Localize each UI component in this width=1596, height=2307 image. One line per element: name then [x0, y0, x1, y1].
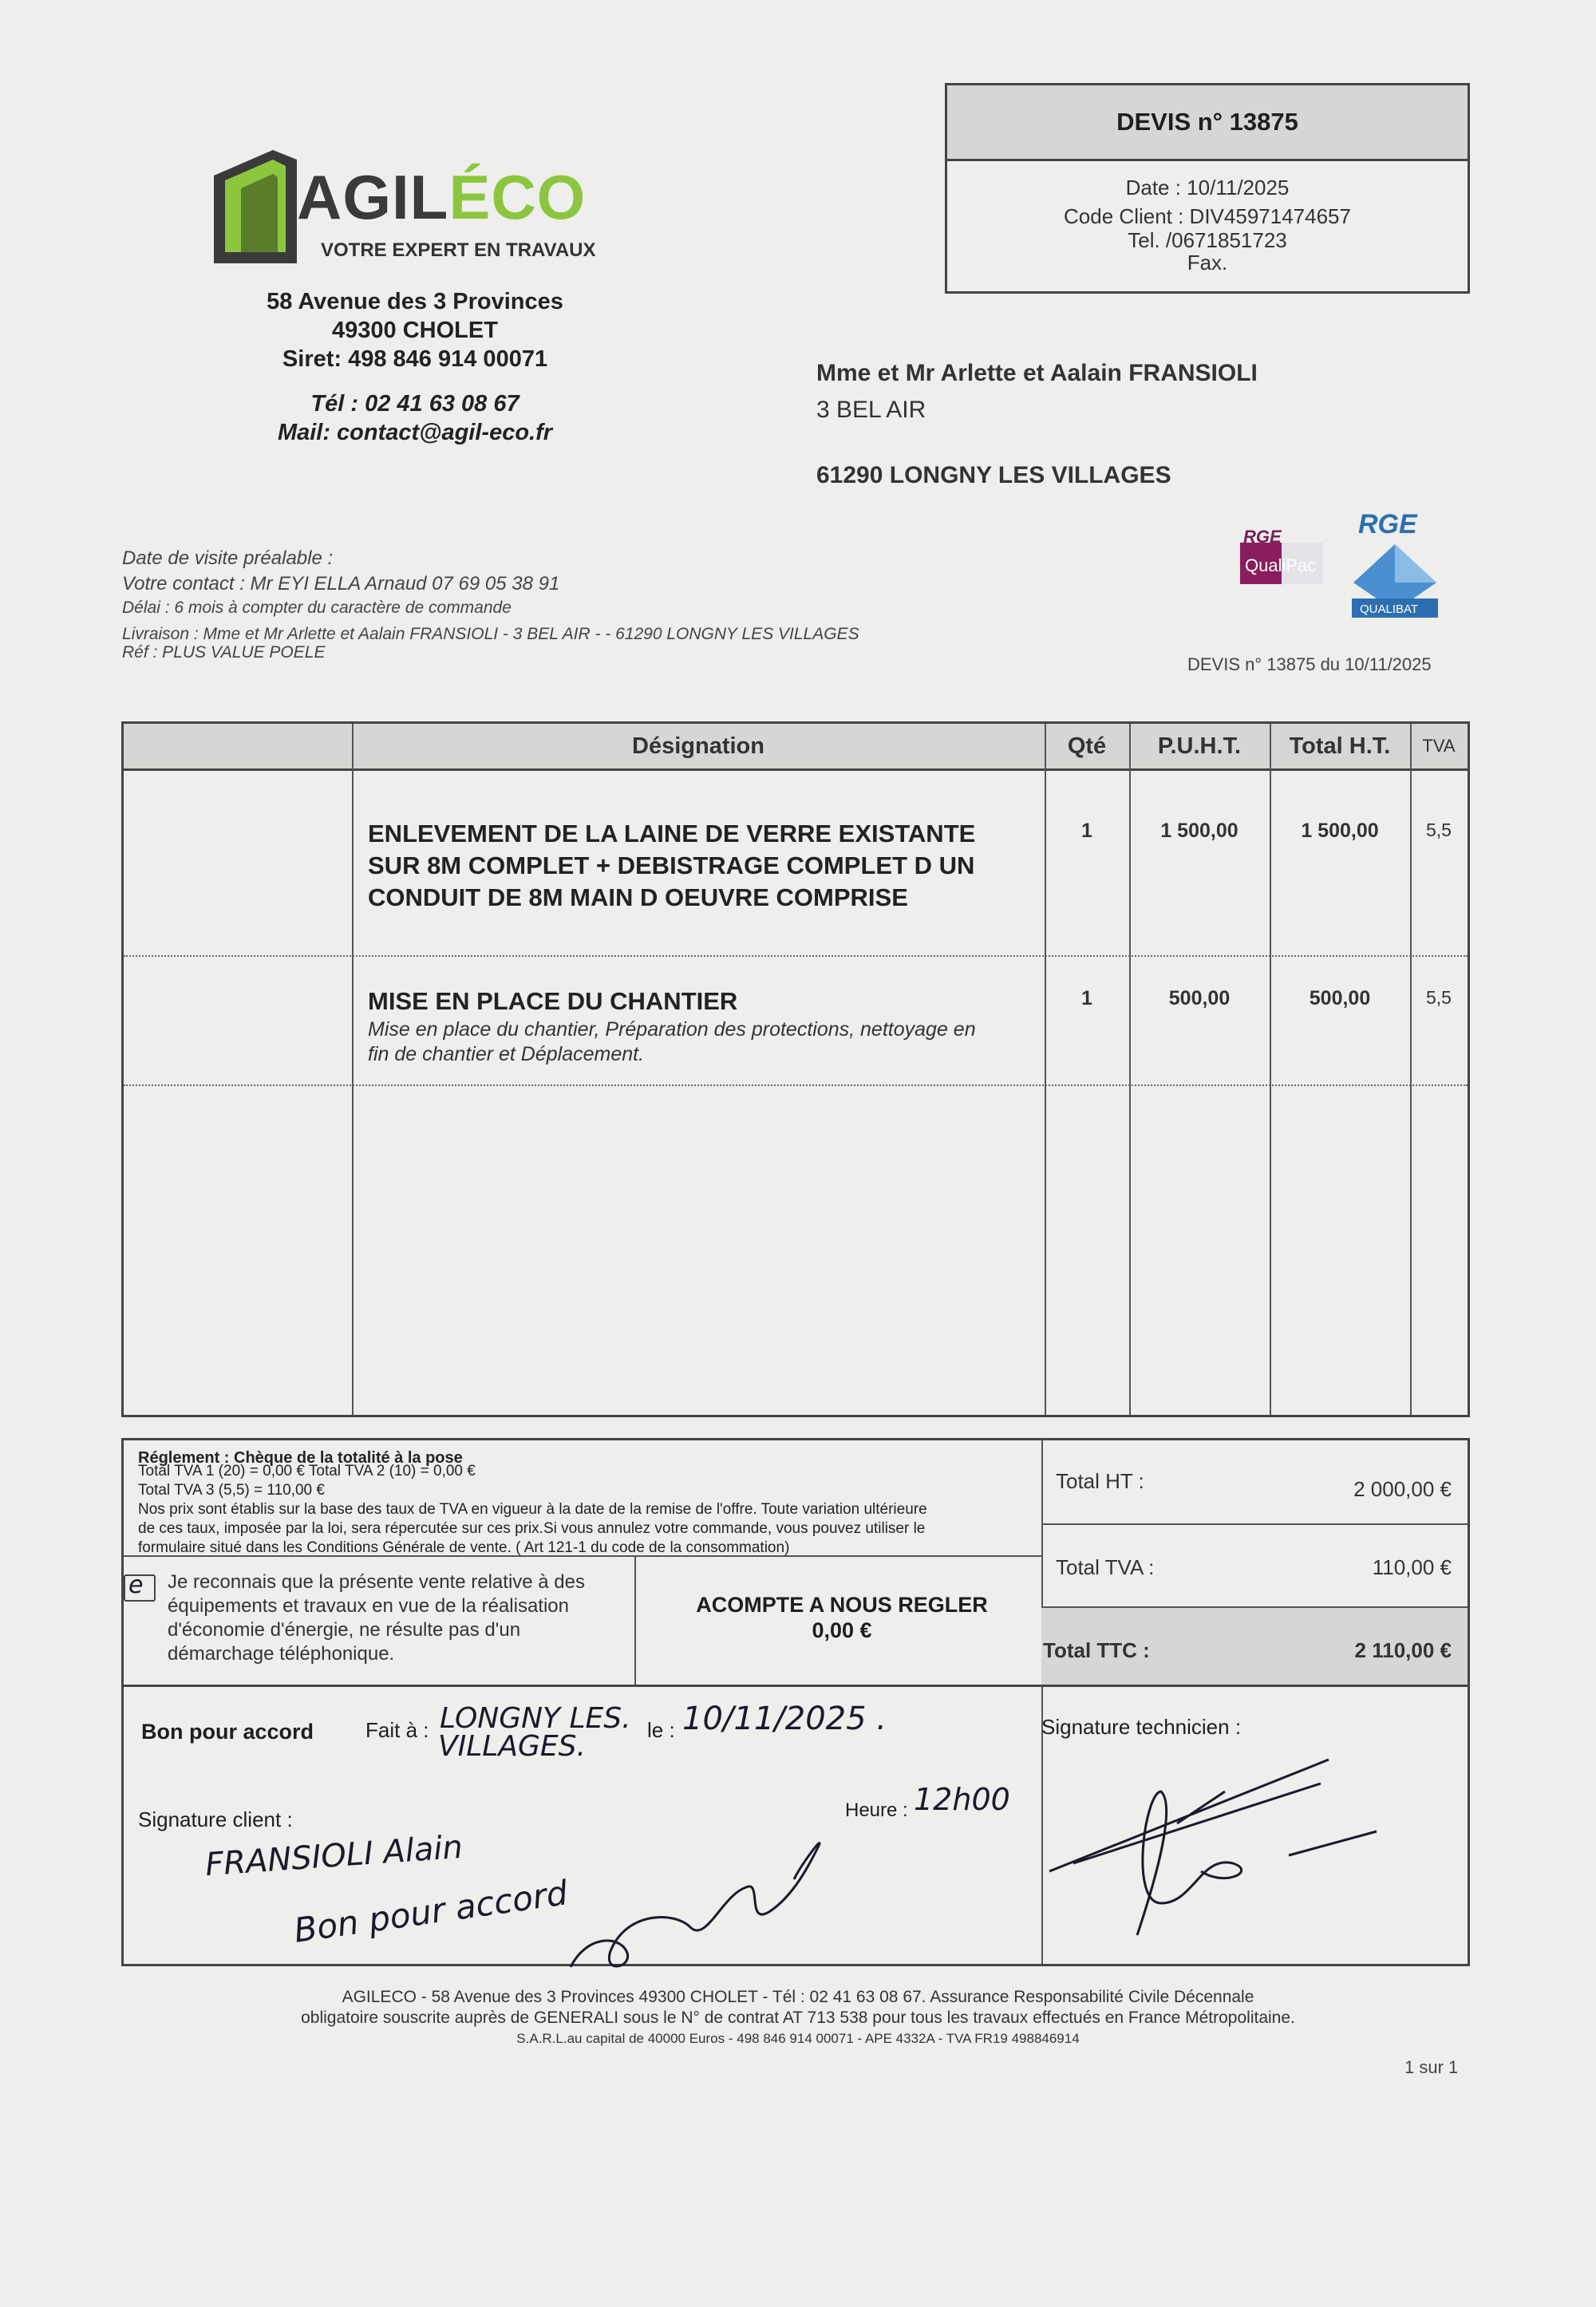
acompte-value: 0,00 € [812, 1618, 872, 1642]
client-handwritten-name: FRANSIOLI Alain [203, 1828, 464, 1884]
client-handwritten-accord: Bon pour accord [291, 1873, 571, 1950]
delai-line: Délai : 6 mois à compter du caractère de commande [122, 598, 512, 617]
page-number: 1 sur 1 [1404, 2057, 1459, 2077]
table-header [124, 724, 1468, 771]
company-tagline: VOTRE EXPERT EN TRAVAUX [321, 239, 596, 261]
company-logo-text: AGILÉCO [297, 162, 587, 232]
company-city: 49300 CHOLET [332, 318, 498, 343]
item-title: ENLEVEMENT DE LA LAINE DE VERRE EXISTANTE SUR 8M COMPLET + DEBISTRAGE COMPLET D UN CONDUIT DE 8M MAIN D OEUVRE COMPRISE [368, 820, 976, 911]
legal-line-3: S.A.R.L.au capital de 40000 Euros - 498 846 914 00071 - APE 4332A - TVA FR19 498846914 [516, 2031, 1080, 2046]
heure-label: Heure : [845, 1799, 908, 1821]
devis-tel: Tel. /0671851723 [1128, 228, 1287, 252]
rge-qualipac-logo [1238, 530, 1325, 586]
total-tva-value: 110,00 € [1372, 1555, 1452, 1579]
checkbox-mark: e [128, 1571, 144, 1599]
total-ht-label: Total HT : [1056, 1469, 1144, 1493]
acknowledge-checkbox[interactable] [124, 1571, 156, 1602]
signature-technicien-label: Signature technicien : [1041, 1715, 1242, 1739]
total-tva-row [1041, 1523, 1468, 1606]
total-ht-value: 2 000,00 € [1353, 1477, 1452, 1501]
livraison-line: Livraison : Mme et Mr Arlette et Aalain FRANSIOLI - 3 BEL AIR - - 61290 LONGNY LES VILLAGES [122, 625, 859, 643]
col-tva: TVA [1422, 736, 1456, 756]
visite-date-label: Date de visite préalable : [122, 547, 334, 569]
bon-pour-accord-label: Bon pour accord [141, 1720, 314, 1744]
signature-client-label: Signature client : [138, 1807, 293, 1831]
client-name: Mme et Mr Arlette et Aalain FRANSIOLI [816, 360, 1258, 386]
client-city: 61290 LONGNY LES VILLAGES [816, 462, 1171, 488]
item-qte: 1 [1081, 820, 1092, 842]
devis-date: Date : 10/11/2025 [1125, 176, 1290, 199]
totals-signature-box [121, 1438, 1470, 1966]
technician-signature-drawing [1041, 1744, 1468, 1961]
legal-line-2: obligatoire souscrite auprès de GENERALI sous le N° de contrat AT 713 538 pour tous les travaux effectués en France Métropolitaine. [301, 2009, 1295, 2027]
company-tel: Tél : 02 41 63 08 67 [310, 391, 519, 417]
rge-qualibat-logo [1349, 509, 1440, 619]
item-title: MISE EN PLACE DU CHANTIER [368, 987, 738, 1015]
item-qte: 1 [1081, 987, 1092, 1009]
col-puht: P.U.H.T. [1157, 733, 1242, 759]
client-address [816, 355, 1258, 494]
item-total: 1 500,00 [1301, 820, 1379, 842]
total-ttc-row [1041, 1608, 1468, 1685]
devis-number: DEVIS n° 13875 [947, 85, 1468, 161]
acknowledge-text: Je reconnais que la présente vente relative à des équipements et travaux en vue de la réalisation d'économie d'énergie, ne résulte pas d'un démarchage téléphonique. [168, 1571, 585, 1665]
item-description: Mise en place du chantier, Préparation des protections, nettoyage en fin de chantier et Déplacement. [368, 1018, 976, 1065]
total-ttc-label: Total TTC : [1043, 1638, 1150, 1662]
reglement-title: Réglement : Chèque de la totalité à la pose [138, 1449, 463, 1467]
client-street: 3 BEL AIR [816, 397, 926, 423]
legal-footer [239, 1987, 1357, 2049]
svg-text:QUALIBAT: QUALIBAT [1360, 602, 1419, 616]
items-table [121, 721, 1470, 1417]
item-puht: 1 500,00 [1160, 820, 1238, 842]
devis-fax: Fax. [1187, 251, 1228, 275]
devis-code-client: Code Client : DIV45971474657 [1064, 204, 1351, 228]
heure-handwritten: 12h00 [914, 1782, 1010, 1817]
acompte-block [634, 1592, 1049, 1643]
tva-notice: Nos prix sont établis sur la base des taux de TVA en vigueur à la date de la remise de l'offre. Toute variation ultérieure de ces taux, imposée par la loi, sera répercutée sur ces prix.Si vous annulez votre commande, vous pouvez utiliser le formulaire situé dans les Conditions Générale de vente. ( Art 121-1 du code de la consommation) [138, 1501, 927, 1556]
fait-a-handwritten: LONGNY LES. VILLAGES. [438, 1702, 631, 1763]
item-total: 500,00 [1309, 987, 1371, 1009]
col-totalht: Total H.T. [1289, 733, 1391, 759]
item-tva: 5,5 [1426, 820, 1452, 840]
item-puht: 500,00 [1168, 987, 1231, 1009]
company-mail: Mail: contact@agil-eco.fr [277, 420, 553, 445]
fait-a-label: Fait à : [365, 1718, 429, 1742]
reglement-block [138, 1448, 1144, 1558]
legal-line-1: AGILECO - 58 Avenue des 3 Provinces 49300 CHOLET - Tél : 02 41 63 08 67. Assurance Responsabilité Civile Décennale [342, 1988, 1254, 2006]
company-address [223, 287, 606, 447]
total-ht-row [1041, 1440, 1468, 1523]
contact-line: Votre contact : Mr EYI ELLA Arnaud 07 69 05 38 91 [122, 573, 560, 595]
devis-reference: DEVIS n° 13875 du 10/11/2025 [1187, 654, 1432, 674]
date-label: le : [647, 1718, 675, 1742]
total-ttc-value: 2 110,00 € [1354, 1638, 1452, 1662]
col-designation: Désignation [632, 733, 764, 759]
client-signature-drawing [555, 1815, 890, 1983]
col-qte: Qté [1067, 733, 1107, 759]
svg-text:QualiPac: QualiPac [1245, 555, 1317, 575]
svg-text:RGE: RGE [1243, 530, 1282, 547]
company-street: 58 Avenue des 3 Provinces [267, 289, 563, 314]
tva-breakdown-1: Total TVA 1 (20) = 0,00 € Total TVA 2 (10) = 0,00 € [138, 1463, 476, 1479]
svg-text:RGE: RGE [1358, 509, 1417, 539]
date-handwritten: 10/11/2025 . [682, 1701, 887, 1737]
devis-meta [122, 547, 859, 663]
tva-breakdown-2: Total TVA 3 (5,5) = 110,00 € [138, 1482, 325, 1499]
company-siret: Siret: 498 846 914 00071 [282, 346, 548, 372]
acompte-label: ACOMPTE A NOUS REGLER [696, 1593, 988, 1617]
ref-line: Réf : PLUS VALUE POELE [122, 643, 326, 662]
devis-header-box [945, 83, 1470, 294]
total-tva-label: Total TVA : [1056, 1555, 1155, 1579]
item-tva: 5,5 [1426, 987, 1452, 1008]
